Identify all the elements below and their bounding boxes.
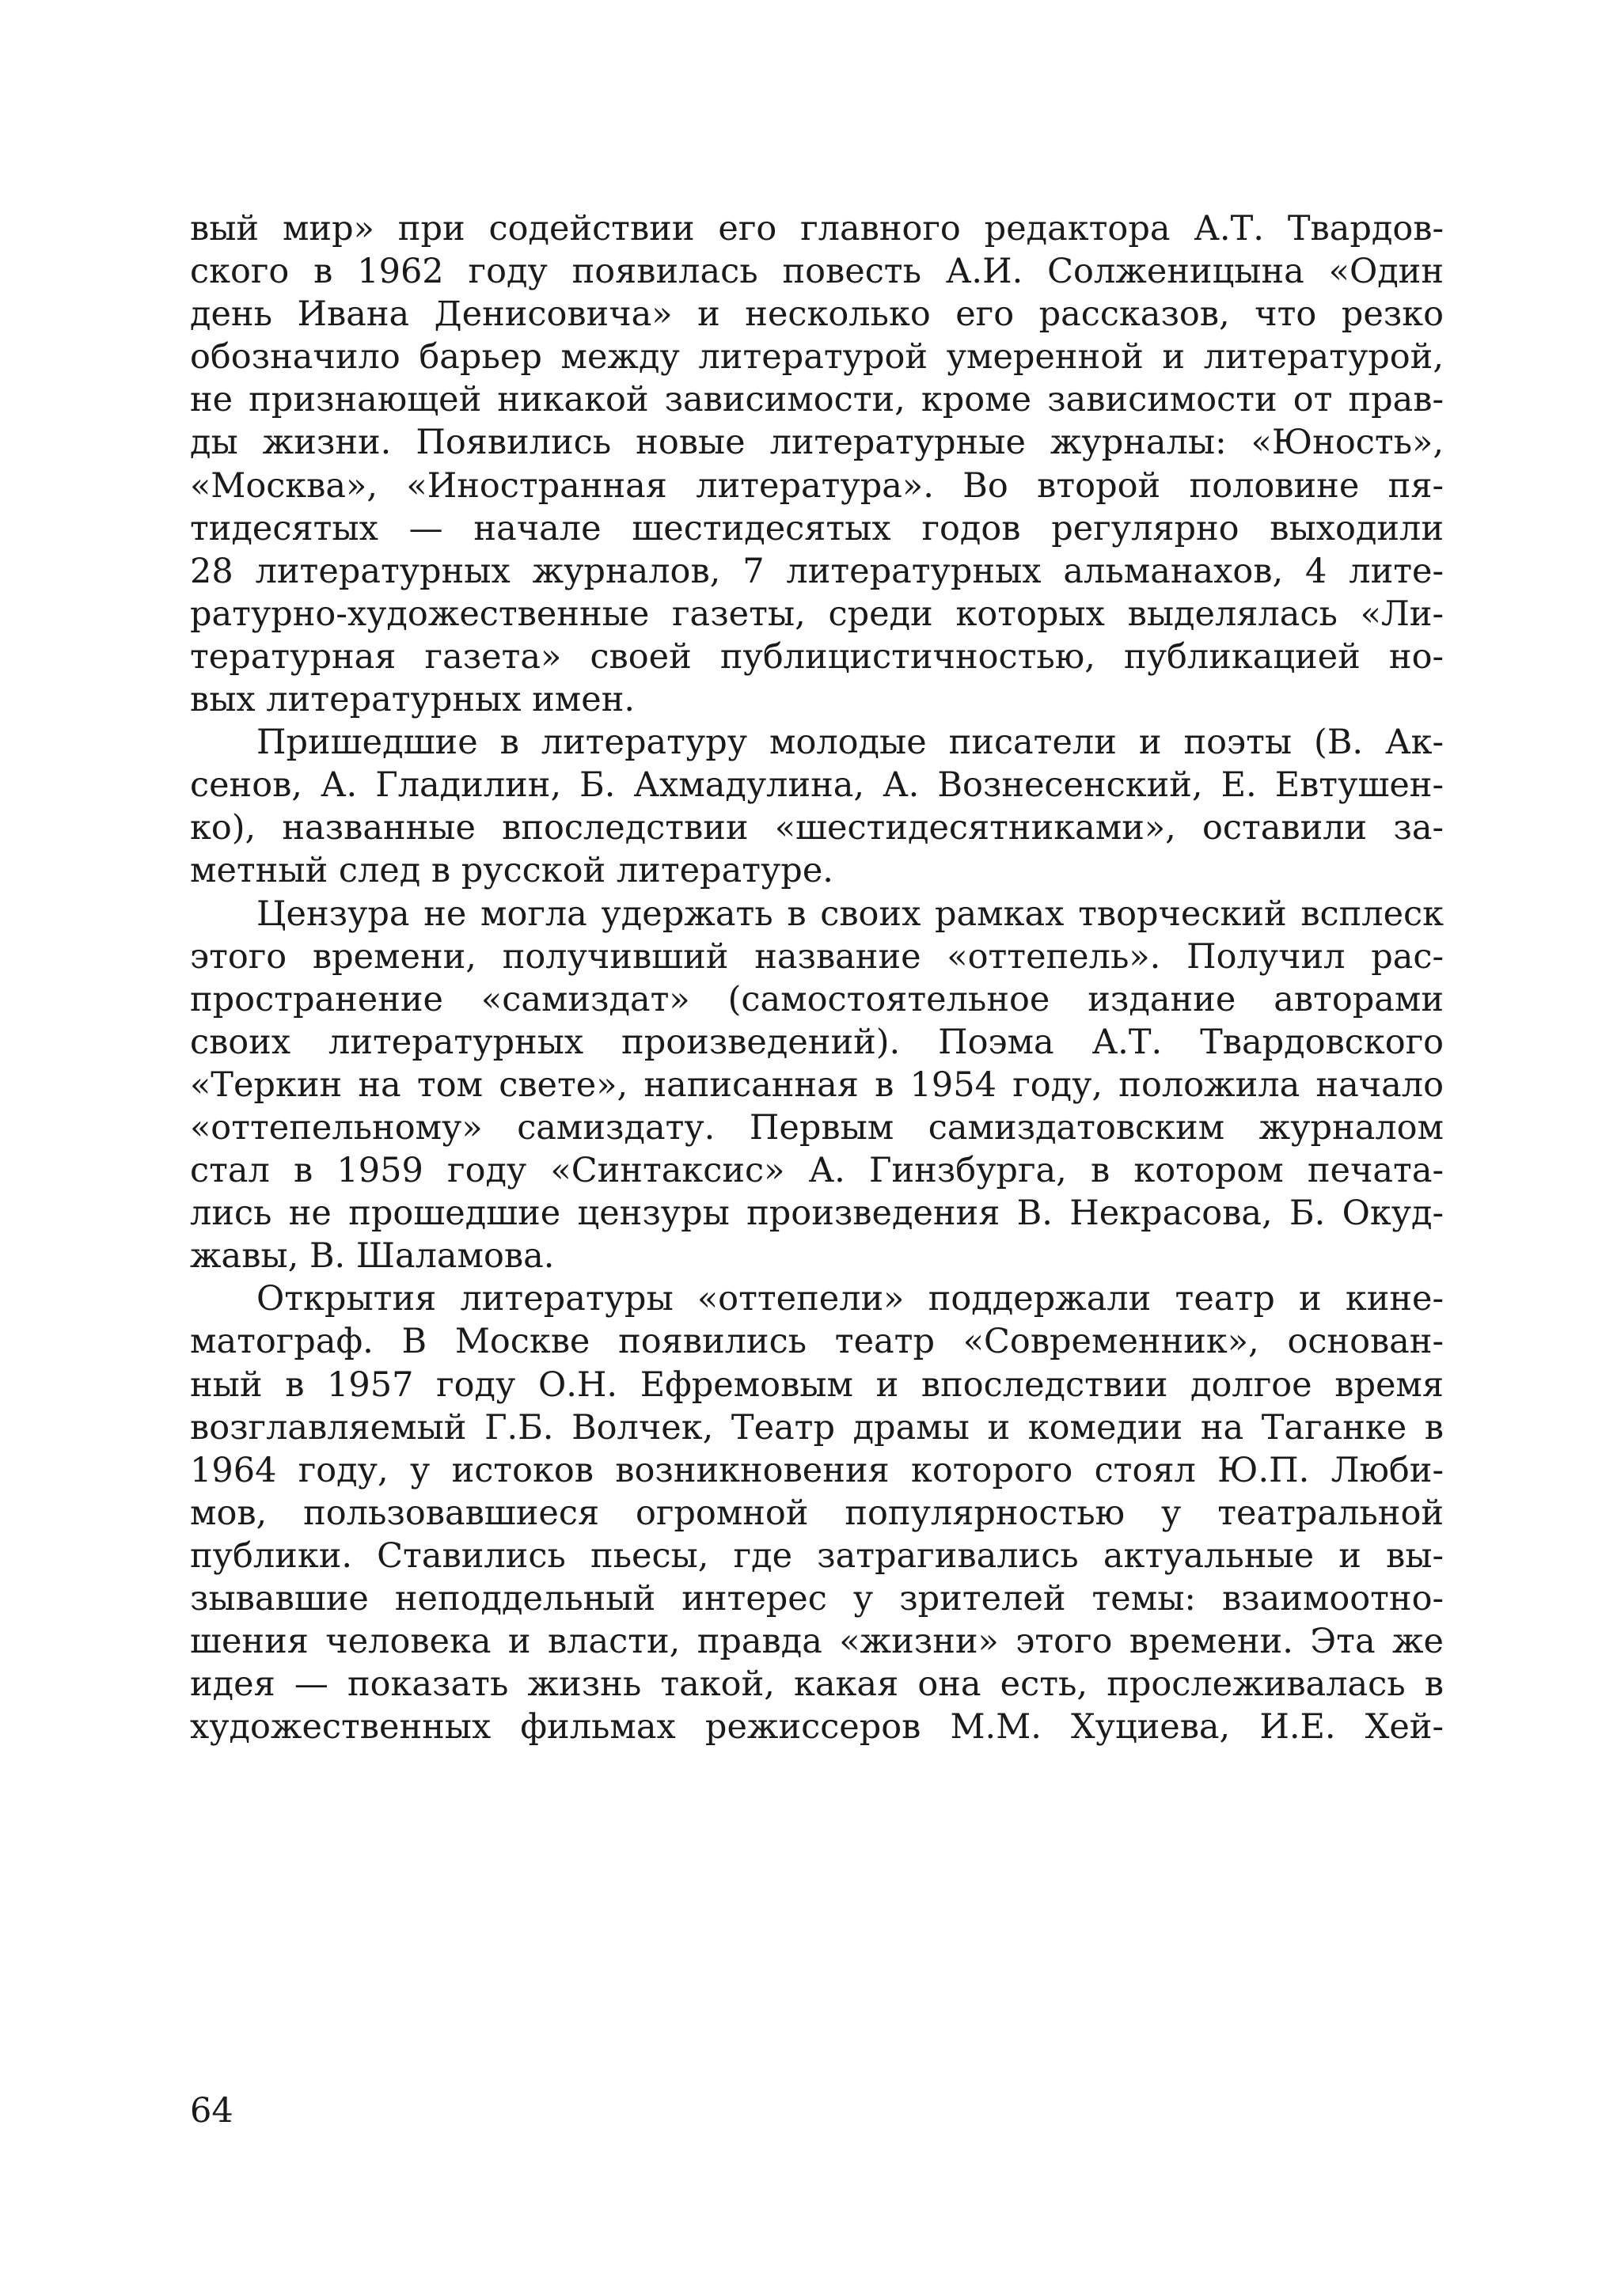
text-line: мов, пользовавшиеся огромной популярностью у театральной (190, 1493, 1444, 1533)
text-line: не признающей никакой зависимости, кроме зависимости от прав- (190, 380, 1444, 420)
text-line: день Ивана Денисовича» и несколько его рассказов, что резко (190, 294, 1444, 335)
text-line: художественных фильмах режиссеров М.М. Хуциева, И.Е. Хей- (190, 1707, 1444, 1748)
text-line: «оттепельному» самиздату. Первым самиздатовским журналом (190, 1107, 1444, 1148)
text-line: Открытия литературы «оттепели» поддержали театр и кине- (256, 1279, 1444, 1319)
text-line: «Теркин на том свете», написанная в 1954 году, положила начало (190, 1065, 1444, 1105)
text-line: жавы, В. Шаламова. (190, 1236, 555, 1277)
paragraph (190, 207, 1444, 721)
text-line: Цензура не могла удержать в своих рамках творческий всплеск (256, 894, 1444, 934)
text-line: этого времени, получивший название «оттепель». Получил рас- (190, 936, 1444, 977)
text-line: публики. Ставились пьесы, где затрагивались актуальные и вы- (190, 1535, 1444, 1576)
text-line: идея — показать жизнь такой, какая она есть, прослеживалась в (190, 1664, 1444, 1705)
text-line: ды жизни. Появились новые литературные журналы: «Юность», (190, 423, 1444, 463)
text-line: вый мир» при содействии его главного редактора А.Т. Твардов- (190, 209, 1444, 249)
text-line: Пришедшие в литературу молодые писатели и поэты (В. Ак- (256, 723, 1444, 763)
text-line: лись не прошедшие цензуры произведения В. Некрасова, Б. Окуд- (190, 1194, 1444, 1234)
text-line: возглавляемый Г.Б. Волчек, Театр драмы и комедии на Таганке в (190, 1407, 1444, 1448)
paragraph (190, 893, 1444, 1278)
text-line: 28 литературных журналов, 7 литературных альманахов, 4 лите- (190, 551, 1444, 591)
page-number: 64 (190, 2091, 233, 2131)
text-line: шения человека и власти, правда «жизни» этого времени. Эта же (190, 1622, 1444, 1662)
text-line: пространение «самиздат» (самостоятельное издание авторами (190, 979, 1444, 1019)
text-line: метный след в русской литературе. (190, 851, 833, 891)
text-line: стал в 1959 году «Синтаксис» А. Гинзбурга, в котором печата- (190, 1151, 1444, 1191)
text-line: ского в 1962 году появилась повесть А.И. Солженицына «Один (190, 252, 1444, 292)
text-line: обозначило барьер между литературой умеренной и литературой, (190, 337, 1444, 378)
text-line: 1964 году, у истоков возникновения которого стоял Ю.П. Люби- (190, 1450, 1444, 1490)
text-line: ко), названные впоследствии «шестидесятниками», оставили за- (190, 808, 1444, 848)
text-line: зывавшие неподдельный интерес у зрителей темы: взаимоотно- (190, 1579, 1444, 1619)
text-line: ратурно-художественные газеты, среди которых выделялась «Ли- (190, 594, 1444, 634)
text-line: тературная газета» своей публицистичностью, публикацией но- (190, 636, 1444, 677)
text-line: ный в 1957 году О.Н. Ефремовым и впоследствии долгое время (190, 1364, 1444, 1405)
text-line: своих литературных произведений). Поэма А.Т. Твардовского (190, 1022, 1444, 1062)
paragraph (190, 1277, 1444, 1748)
text-line: матограф. В Москве появились театр «Современник», основан- (190, 1322, 1444, 1362)
text-line: вых литературных имен. (190, 680, 636, 720)
text-line: «Москва», «Иностранная литература». Во второй половине пя- (190, 465, 1444, 506)
text-line: тидесятых — начале шестидесятых годов регулярно выходили (190, 508, 1444, 548)
text-line: сенов, А. Гладилин, Б. Ахмадулина, А. Вознесенский, Е. Евтушен- (190, 765, 1444, 806)
body-text (190, 207, 1444, 1748)
paragraph (190, 721, 1444, 892)
